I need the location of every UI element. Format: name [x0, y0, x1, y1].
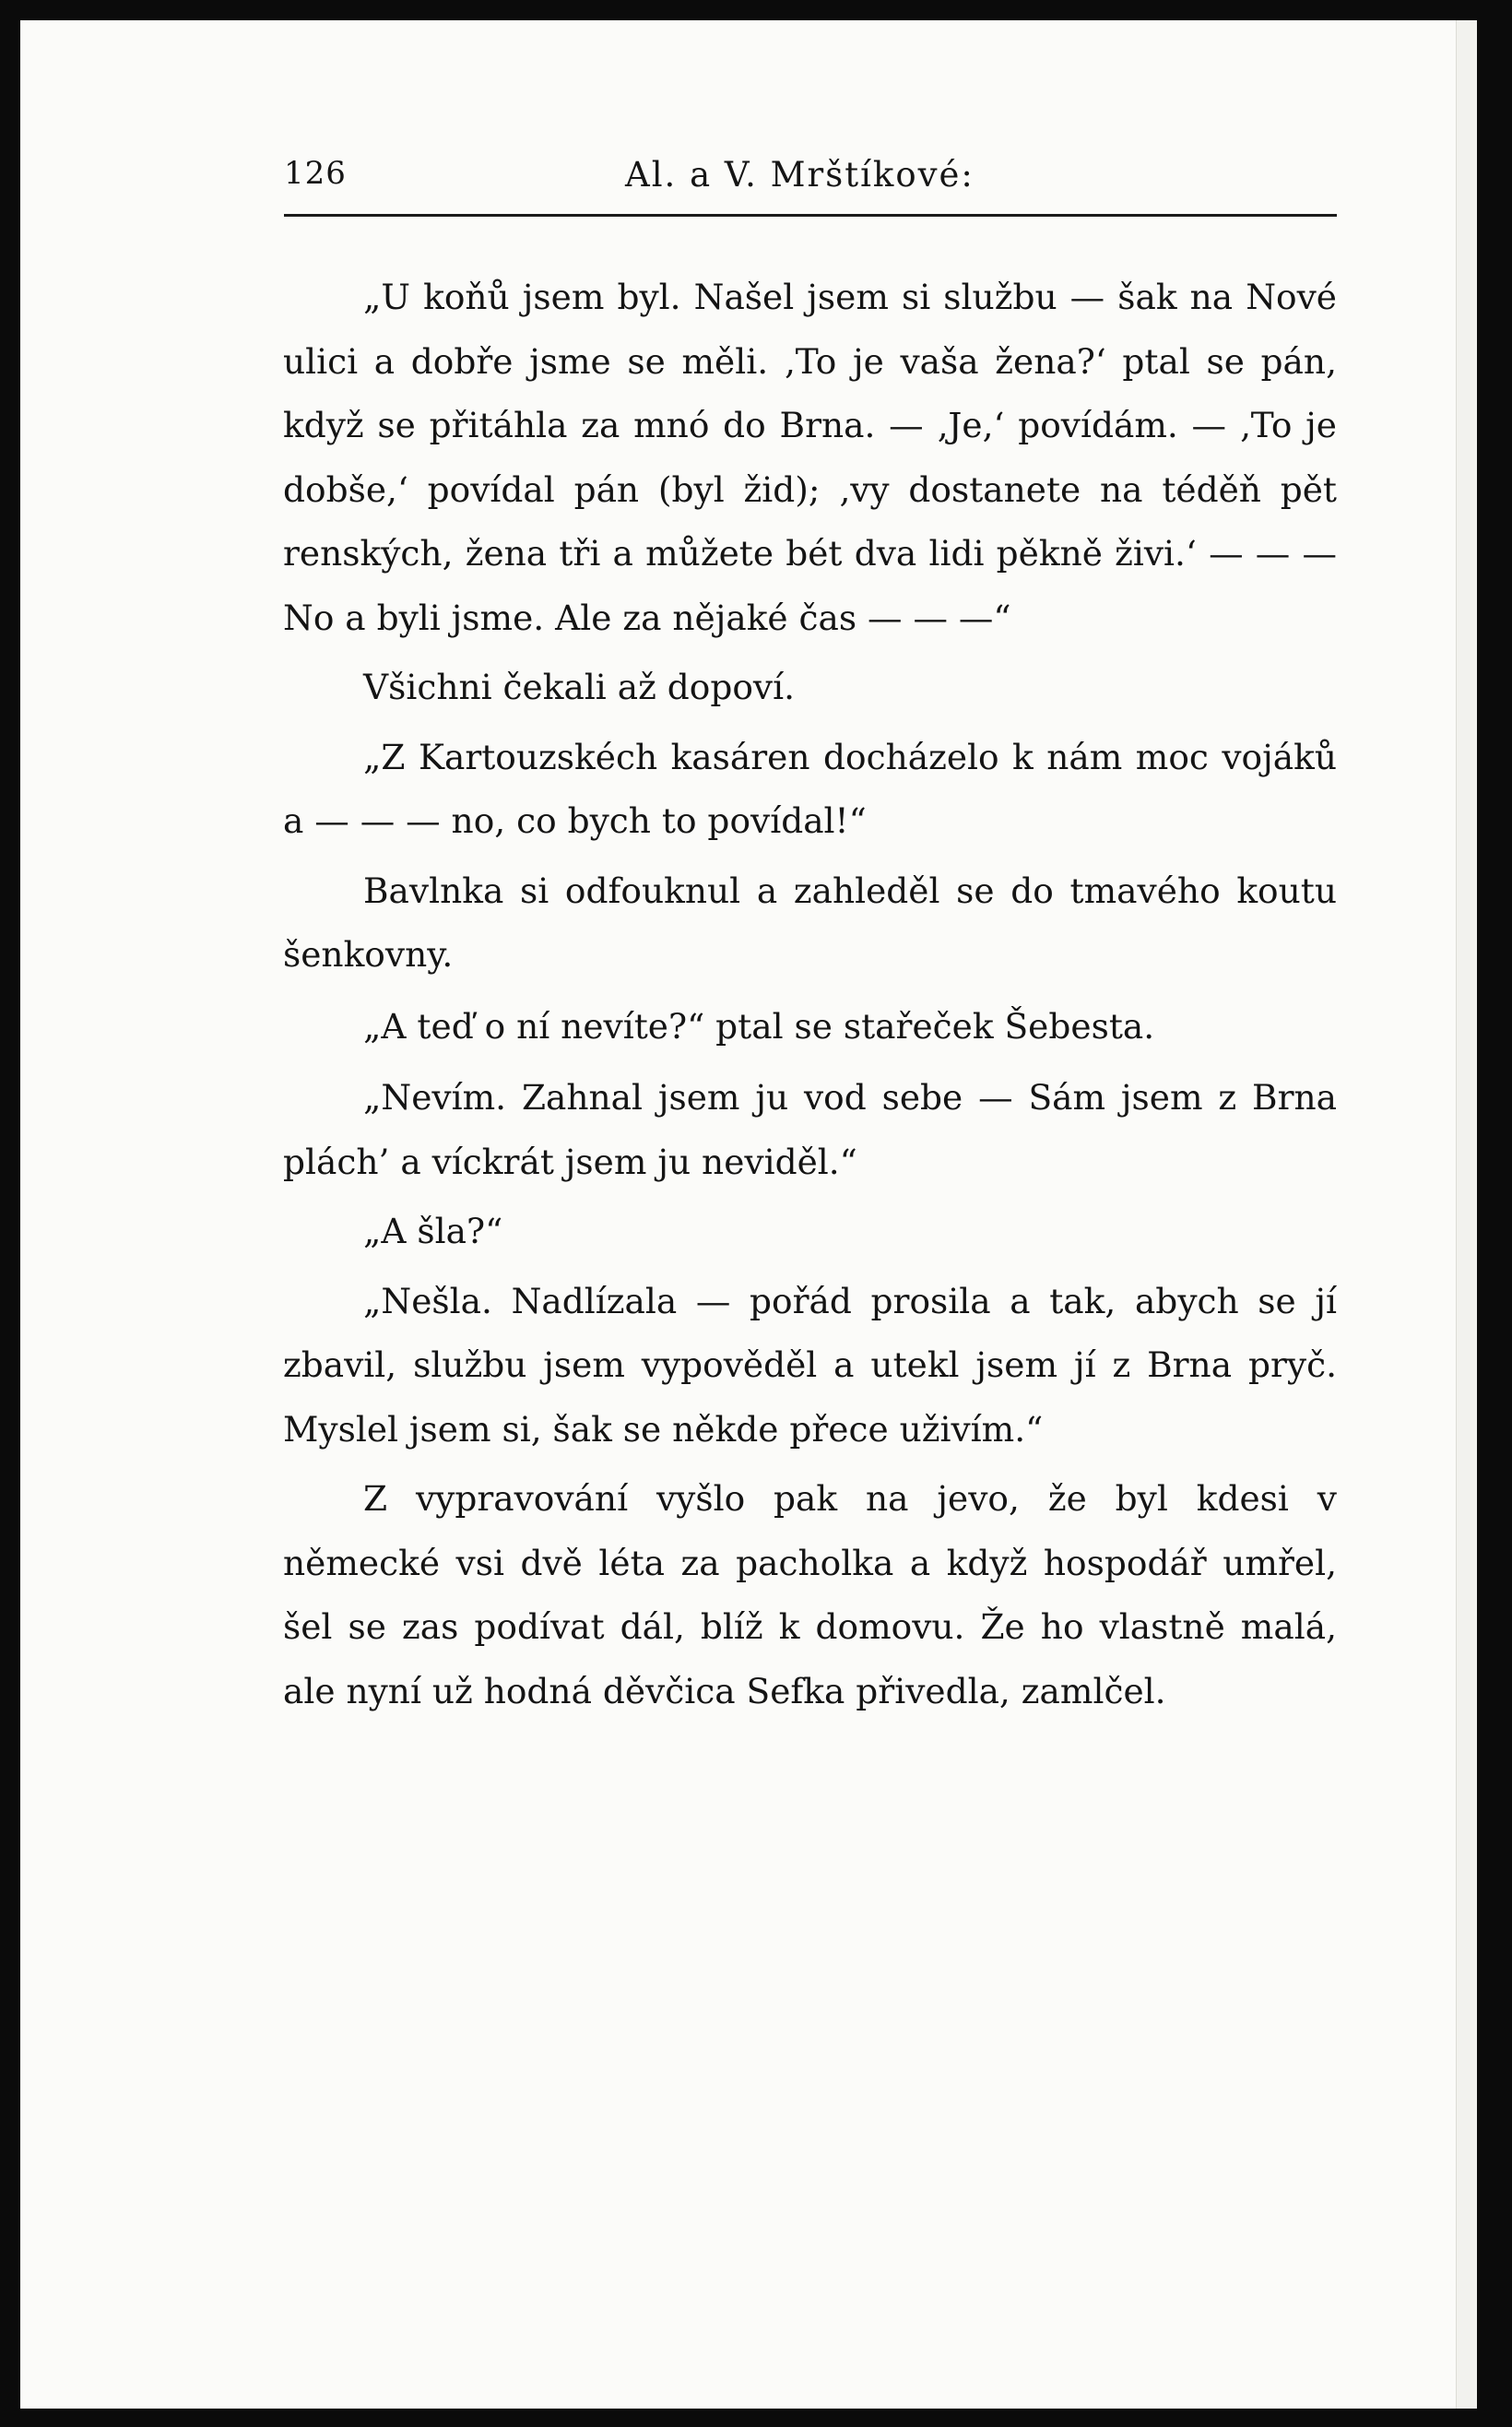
paragraph: „Z Kartouzskéch kasáren docházelo k nám moc vojáků a — — — no, co bych to povídal!“ [283, 736, 1337, 841]
paragraph: „A teď o ní nevíte?“ ptal se stařeček Šebesta. [363, 1005, 1155, 1047]
page-edge [1456, 20, 1477, 2409]
page-header [284, 148, 1335, 203]
body-text [283, 266, 1337, 1723]
paragraph: Bavlnka si odfouknul a zahleděl se do tmavého koutu šenkovny. [283, 870, 1337, 975]
paragraph: „Nešla. Nadlízala — pořád prosila a tak, abych se jí zbavil, službu jsem vypověděl a utekl jsem jí z Brna pryč. Myslel jsem si, šak se někde přece uživím.“ [283, 1280, 1337, 1450]
running-title: Al. a V. Mrštíkové: [625, 155, 975, 195]
paragraph: „U koňů jsem byl. Našel jsem si službu — šak na Nové ulici a dobře jsme se měli. ‚To je vaša žena?‘ ptal se pán, když se přitáhla za mnó do Brna. — ‚Je,‘ povídám. — ‚To je dobše,‘ povídal pán (byl žid); ‚vy dostanete na téděň pět renských, žena tři a můžete bét dva lidi pěkně živi.‘ — — — No a byli jsme. Ale za nějaké čas — — —“ [283, 277, 1337, 638]
header-rule [284, 214, 1337, 217]
paragraph: Všichni čekali až dopoví. [363, 667, 796, 707]
page-number: 126 [284, 155, 347, 192]
paragraph: „Nevím. Zahnal jsem ju vod sebe — Sám jsem z Brna plách’ a víckrát jsem ju neviděl.“ [283, 1077, 1337, 1182]
paragraph: Z vypravování vyšlo pak na jevo, že byl kdesi v německé vsi dvě léta za pacholka a když hospodář umřel, šel se zas podívat dál, blíž k domovu. Že ho vlastně malá, ale nyní už hodná děvčica Sefka přivedla, zamlčel. [283, 1478, 1337, 1711]
paragraph: „A šla?“ [363, 1211, 503, 1251]
